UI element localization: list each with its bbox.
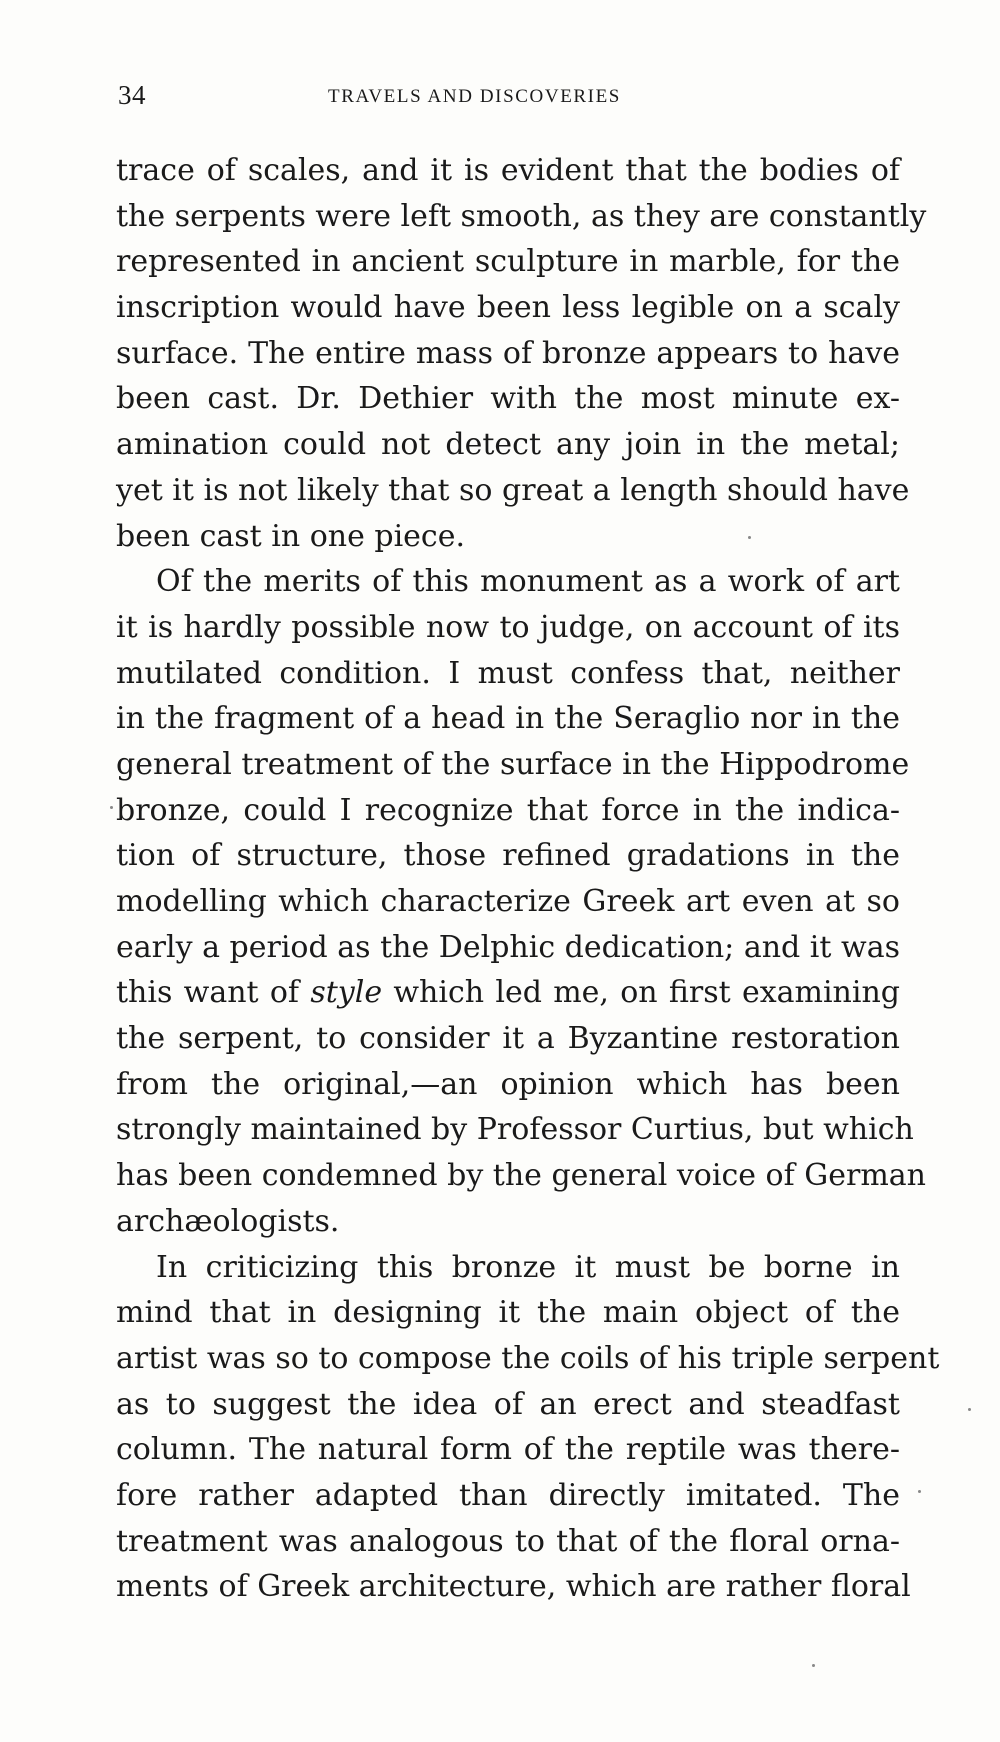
text-line: amination could not detect any join in the metal; [116,427,900,463]
scan-speck [748,536,751,539]
text-line: has been condemned by the general voice of German [116,1158,926,1194]
paragraph [116,148,927,559]
running-title: TRAVELS AND DISCOVERIES [328,86,621,107]
text-line-with-italic [116,970,900,1016]
text-line: yet it is not likely that so great a length should have [116,472,910,508]
text-line: column. The natural form of the reptile was there- [116,1432,900,1468]
paragraph [116,559,926,1244]
text-line: modelling which characterize Greek art even at so [116,884,900,919]
text-line: strongly maintained by Professor Curtius, but which [116,1112,914,1148]
text-line: mind that in designing it the main object of the [116,1295,900,1331]
text-line: from the original,—an opinion which has been [116,1066,900,1102]
text-line: early a period as the Delphic dedication; and it was [116,929,900,965]
text-line: mutilated condition. I must confess that, neither [116,655,900,691]
text-line: tion of structure, those refined gradations in the [116,838,900,874]
text-line: artist was so to compose the coils of his triple serpent [116,1340,940,1376]
text-line: represented in ancient sculpture in marble, for the [116,244,900,280]
text-line: general treatment of the surface in the Hippodrome [116,746,910,782]
text-line: it is hardly possible now to judge, on account of its [116,609,900,645]
text-line: trace of scales, and it is evident that the bodies of [116,153,900,188]
text-line: been cast in one piece. [116,518,466,554]
scan-speck [918,1490,921,1493]
body-text [116,148,940,1610]
page-number: 34 [118,80,146,110]
text-line: In criticizing this bronze it must be borne in [156,1249,900,1285]
text-line: surface. The entire mass of bronze appears to have [116,335,900,371]
scan-speck [110,806,113,809]
text-line: bronze, could I recognize that force in the indica- [116,792,900,828]
running-head [118,80,898,120]
paragraph [116,1245,940,1611]
text-line: in the fragment of a head in the Seraglio nor in the [116,701,900,737]
scan-speck [968,1408,971,1411]
text-segment: this want of [116,975,311,1011]
text-line: Of the merits of this monument as a work of art [156,564,900,600]
text-line: as to suggest the idea of an erect and steadfast [116,1386,900,1422]
text-line: been cast. Dr. Dethier with the most minute ex- [116,381,900,417]
text-segment: which led me, on first examining [382,975,900,1011]
text-line: archæologists. [116,1203,340,1239]
text-line: the serpent, to consider it a Byzantine restoration [116,1021,900,1057]
text-line: the serpents were left smooth, as they are constantly [116,198,927,234]
text-line: fore rather adapted than directly imitated. The [116,1477,900,1513]
scan-speck [812,1664,815,1667]
text-line: inscription would have been less legible on a scaly [116,290,900,326]
text-line: ments of Greek architecture, which are rather floral [116,1569,911,1605]
text-line: treatment was analogous to that of the floral orna- [116,1523,900,1559]
italic-word: style [310,975,383,1011]
